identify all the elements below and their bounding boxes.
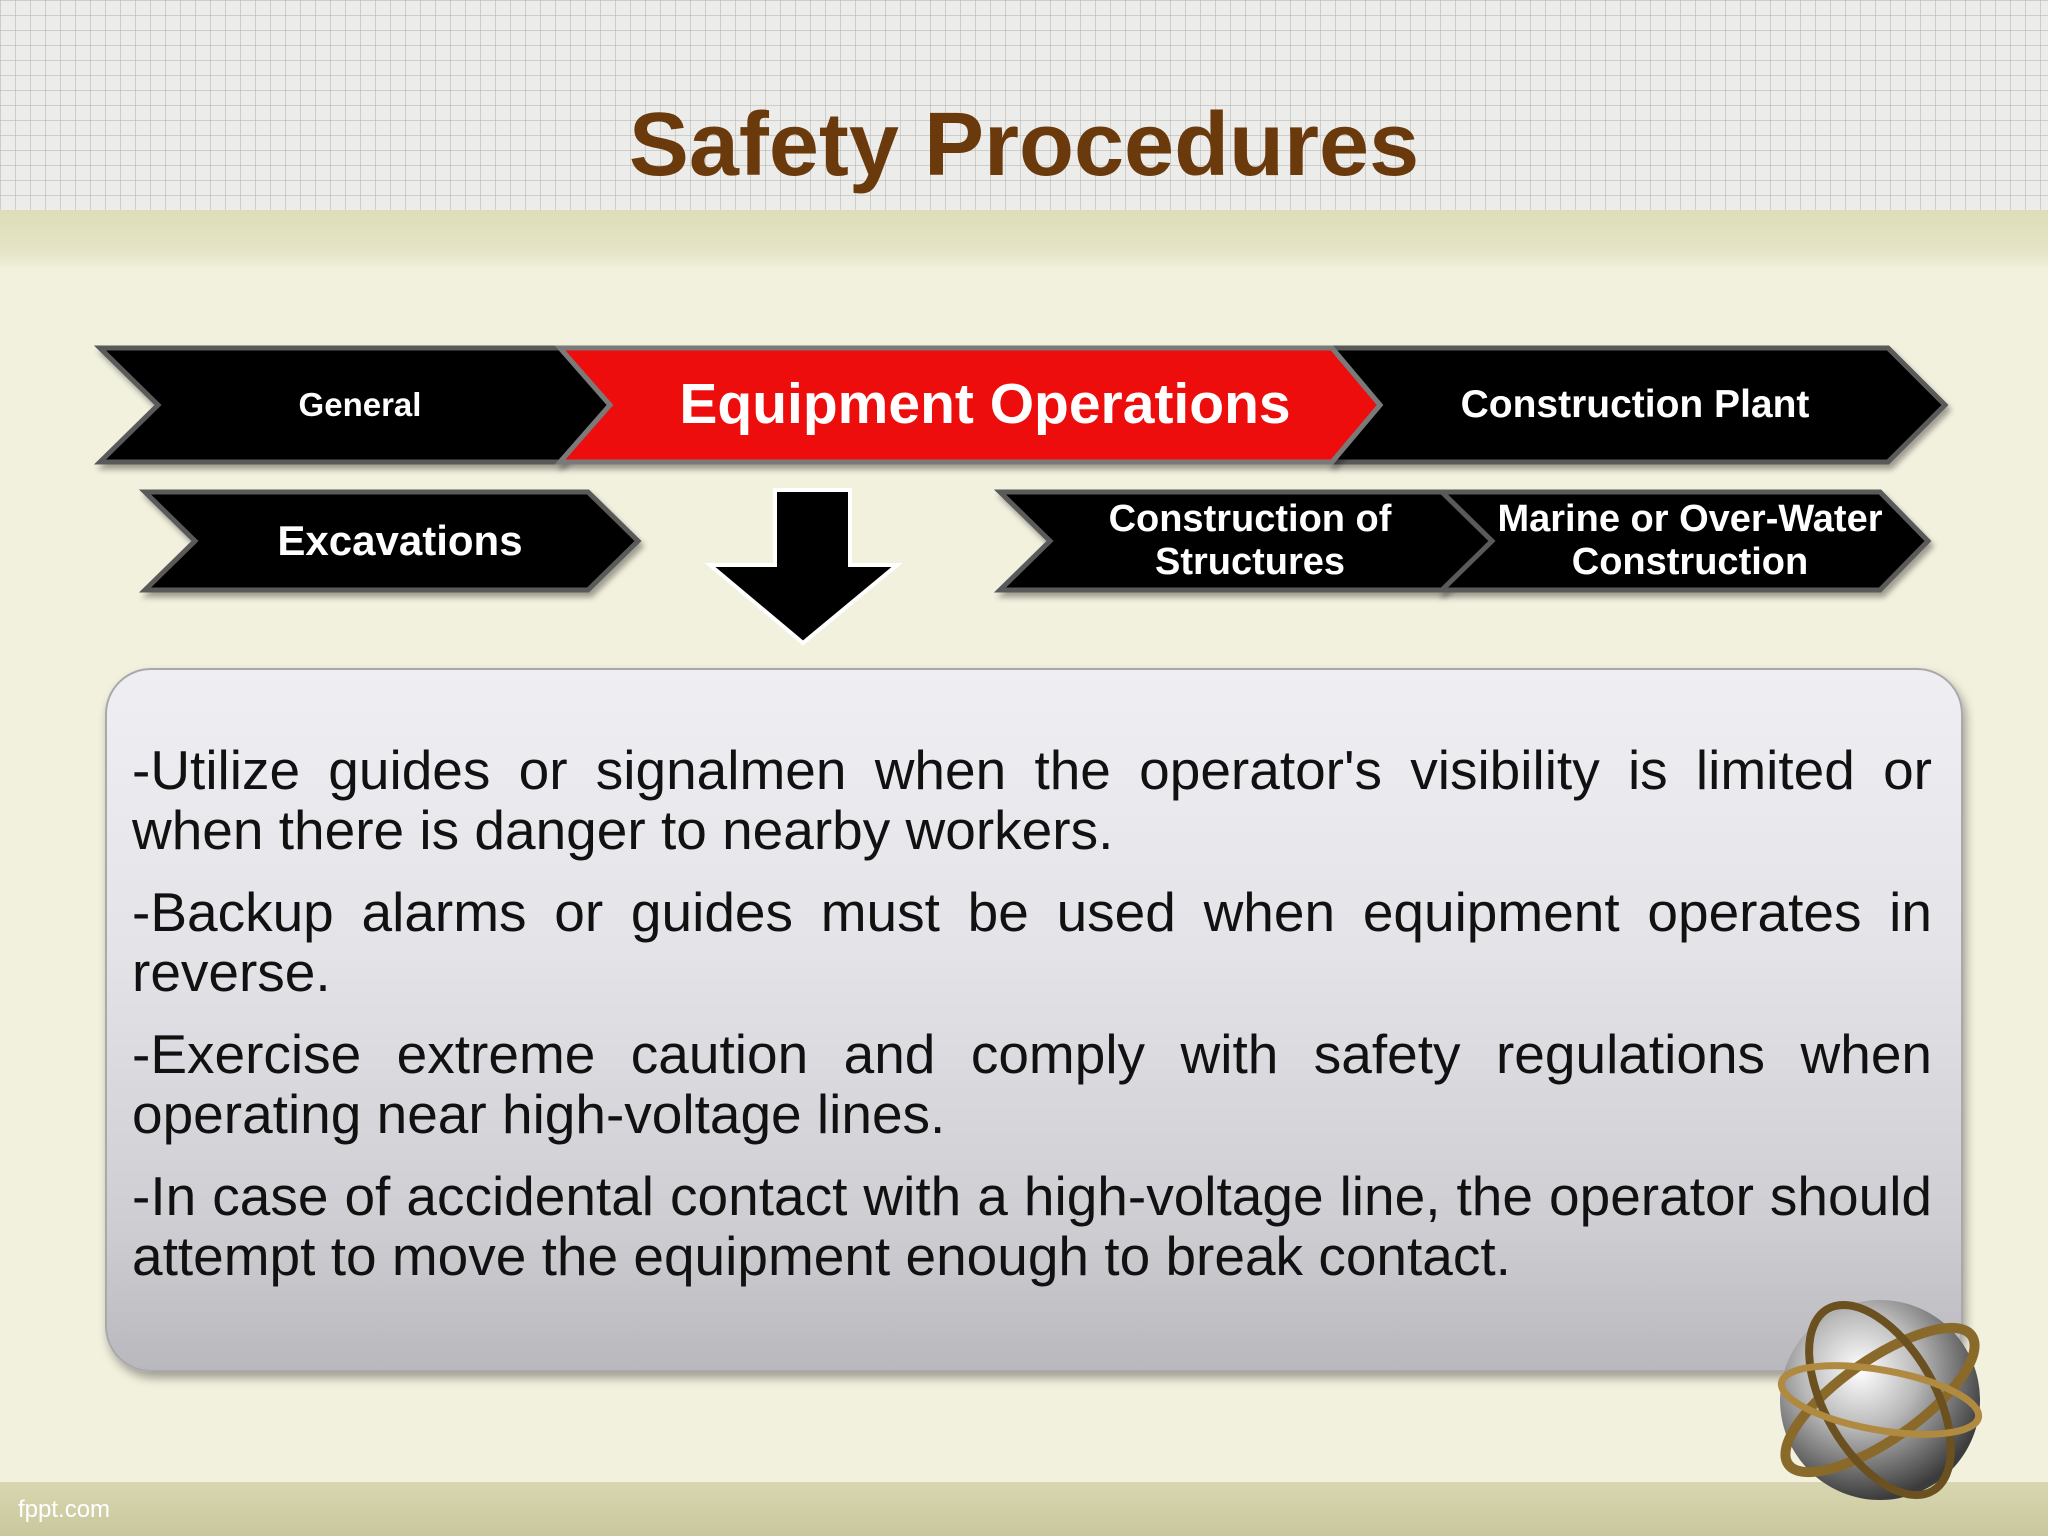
bullet-item: -Backup alarms or guides must be used when equipment operates in reverse. <box>132 881 1932 1003</box>
nav-label-construction-plant[interactable]: Construction Plant <box>1460 383 1810 427</box>
nav-label-excavations[interactable]: Excavations <box>277 517 523 565</box>
nav-label-construction-of-structures[interactable]: Construction of Structures <box>1108 498 1392 583</box>
bullet-item: -Exercise extreme caution and comply with safety regulations when operating near high-voltage lines. <box>132 1023 1932 1145</box>
nav-label-equipment-operations[interactable]: Equipment Operations <box>679 372 1291 437</box>
footer-band <box>0 1482 2048 1536</box>
down-arrow-icon <box>710 490 897 643</box>
footer-watermark: fppt.com <box>18 1496 111 1523</box>
bullet-item: -Utilize guides or signalmen when the operator's visibility is limited or when there is danger to nearby workers. <box>132 739 1932 861</box>
nav-label-marine[interactable]: Marine or Over-Water Construction <box>1497 498 1883 583</box>
page-title: Safety Procedures <box>628 95 1420 195</box>
navigation-arrows <box>0 0 2048 700</box>
nav-label-general[interactable]: General <box>298 385 422 423</box>
globe-icon <box>1760 1270 2010 1510</box>
bullet-item: -In case of accidental contact with a high-voltage line, the operator should attempt to move the equipment enough to break contact. <box>132 1165 1932 1287</box>
bullet-list <box>132 740 1932 1308</box>
